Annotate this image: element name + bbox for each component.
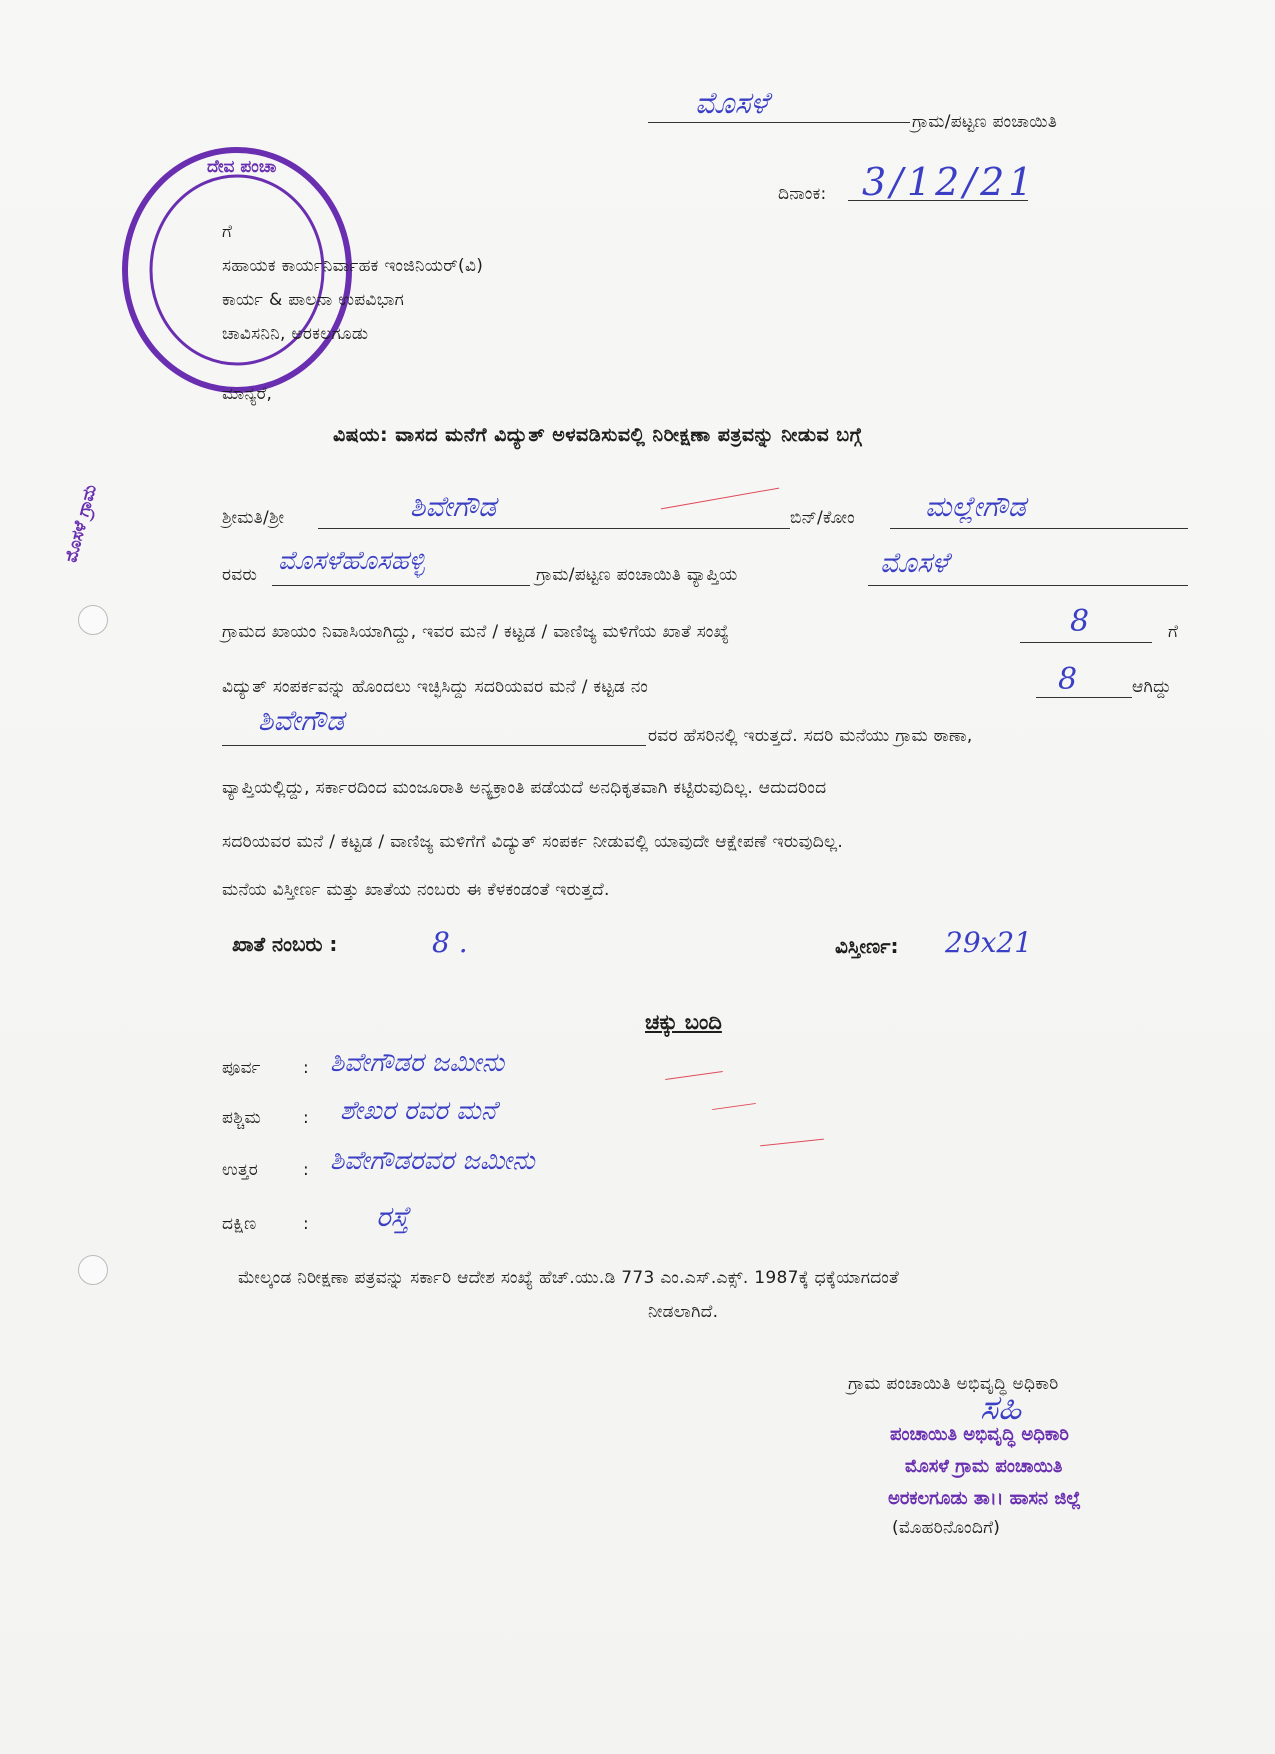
body-line7: ಸದರಿಯವರ ಮನೆ / ಕಟ್ಟಡ / ವಾಣಿಜ್ಯ ಮಳಿಗೆಗೆ ವಿದ್ಯುತ್ ಸಂಪರ್ಕ ನೀಡುವಲ್ಲಿ ಯಾವುದೇ ಆಕ್ಷೇಪಣೆ ಇರುವುದಿಲ್ಲ. [222, 832, 844, 852]
body-line4: ವಿದ್ಯುತ್ ಸಂಪರ್ಕವನ್ನು ಹೊಂದಲು ಇಚ್ಛಿಸಿದ್ದು ಸದರಿಯವರ ಮನೆ / ಕಟ್ಟಡ ನಂ [222, 677, 649, 697]
name-label: ಶ್ರೀಮತಿ/ಶ್ರೀ [222, 508, 285, 528]
panchayat-label: ಗ್ರಾಮ/ಪಟ್ಟಣ ಪಂಚಾಯಿತಿ [912, 112, 1058, 132]
footer-note-line2: ನೀಡಲಾಗಿದೆ. [648, 1302, 719, 1322]
khata-number-label: ಖಾತೆ ನಂಬರು : [232, 932, 338, 956]
boundaries-title: ಚಕ್ಕು ಬಂದಿ [645, 1010, 722, 1034]
boundary-label-south: ದಕ್ಷಿಣ [222, 1214, 257, 1234]
date-value-handwritten: 3/12/21 [862, 160, 1037, 204]
name-line [318, 528, 790, 529]
ge-label: ಗೆ [1168, 622, 1179, 642]
panchayat-name-line [648, 122, 910, 123]
date-label: ದಿನಾಂಕ: [778, 184, 827, 204]
boundary-value-north: ಶಿವೇಗೌಡರವರ ಜಮೀನು [330, 1146, 535, 1176]
boundary-colon-south: : [303, 1214, 310, 1234]
house-no-line [1036, 697, 1132, 698]
red-pen-mark [712, 1103, 756, 1110]
relation-value-handwritten: ಮಲ್ಲೇಗೌಡ [925, 490, 1026, 523]
boundary-label-west: ಪಶ್ಚಿಮ [222, 1108, 261, 1128]
boundary-label-north: ಉತ್ತರ [222, 1160, 259, 1180]
village-line [272, 585, 530, 586]
area-label: ವಿಸ್ತೀರ್ಣ: [835, 934, 899, 958]
red-pen-mark [661, 488, 779, 510]
gp-limits-label: ಗ್ರಾಮ/ಪಟ್ಟಣ ಪಂಚಾಯಿತಿ ವ್ಯಾಪ್ತಿಯ [536, 565, 738, 585]
boundary-label-east: ಪೂರ್ವ [222, 1058, 261, 1078]
seal-top-text: ದೇವ ಪಂಚಾ [207, 157, 277, 177]
addressee-line2: ಕಾರ್ಯ & ಪಾಲನಾ ಉಪವಿಭಾಗ [222, 290, 405, 310]
body-line5: ರವರ ಹೆಸರಿನಲ್ಲಿ ಇರುತ್ತದೆ. ಸದರಿ ಮನೆಯು ಗ್ರಾಮ ಠಾಣಾ, [648, 726, 973, 746]
salutation: ಮಾನ್ಯರೆ, [222, 384, 273, 404]
boundary-colon-north: : [303, 1160, 310, 1180]
gp-limits-value-handwritten: ಮೊಸಳೆ [880, 546, 949, 579]
ravaru-label: ರವರು [222, 565, 258, 585]
signature-handwritten: ಸಹಿ [980, 1388, 1022, 1428]
red-pen-mark [760, 1139, 824, 1147]
official-stamp-line1: ಪಂಚಾಯಿತಿ ಅಭಿವೃದ್ಧಿ ಅಧಿಕಾರಿ [890, 1424, 1069, 1445]
relation-line [890, 528, 1188, 529]
khata-number-value: 8 . [432, 926, 468, 959]
official-stamp-line2: ಮೊಸಳೆ ಗ್ರಾಮ ಪಂಚಾಯಿತಿ [905, 1456, 1063, 1477]
signature-title: ಗ್ರಾಮ ಪಂಚಾಯಿತಿ ಅಭಿವೃದ್ಧಿ ಅಧಿಕಾರಿ [848, 1374, 1059, 1394]
owner-value-handwritten: ಶಿವೇಗೌಡ [258, 704, 344, 737]
addressee-line3: ಚಾವಿಸನಿನಿ, ಅರಕಲಗೂಡು [222, 324, 369, 344]
house-no-value-handwritten: 8 [1058, 662, 1078, 697]
agiddu-label: ಆಗಿದ್ದು [1132, 677, 1172, 697]
boundary-value-west: ಶೇಖರ ರವರ ಮನೆ [340, 1096, 497, 1126]
gp-limits-line [868, 585, 1188, 586]
boundary-colon-east: : [303, 1058, 310, 1078]
body-line3: ಗ್ರಾಮದ ಖಾಯಂ ನಿವಾಸಿಯಾಗಿದ್ದು, ಇವರ ಮನೆ / ಕಟ್ಟಡ / ವಾಣಿಜ್ಯ ಮಳಿಗೆಯ ಖಾತೆ ಸಂಖ್ಯೆ [222, 622, 730, 642]
relation-label: ಬಿನ್/ಕೋಂ [790, 508, 855, 528]
khata-value-handwritten: 8 [1070, 604, 1090, 639]
body-line8: ಮನೆಯ ವಿಸ್ತೀರ್ಣ ಮತ್ತು ಖಾತೆಯ ನಂಬರು ಈ ಕೆಳಕಂಡಂತೆ ಇರುತ್ತದೆ. [222, 880, 610, 900]
seal-left-text: ಮೊಸಳೆ ಗ್ರಾಮ [61, 482, 101, 565]
khata-line [1020, 642, 1152, 643]
area-value-handwritten: 29x21 [945, 926, 1033, 959]
seal-note: (ಮೊಹರಿನೊಂದಿಗೆ) [892, 1518, 1001, 1538]
body-line6: ವ್ಯಾಪ್ತಿಯಲ್ಲಿದ್ದು, ಸರ್ಕಾರದಿಂದ ಮಂಜೂರಾತಿ ಅನ್ಯಕ್ರಾಂತಿ ಪಡೆಯದೆ ಅನಧಿಕೃತವಾಗಿ ಕಟ್ಟಿರುವುದಿಲ್ಲ. ಆದುದರಿಂದ [222, 778, 827, 798]
punch-hole-top [78, 605, 108, 635]
footer-note-line1: ಮೇಲ್ಕಂಡ ನಿರೀಕ್ಷಣಾ ಪತ್ರವನ್ನು ಸರ್ಕಾರಿ ಆದೇಶ ಸಂಖ್ಯೆ ಹೆಚ್.ಯು.ಡಿ 773 ಎಂ.ಎಸ್.ಎಕ್ಸ್. 1987ಕ್ಕೆ ಧಕ್ಕೆಯಾಗದಂತೆ [238, 1268, 900, 1288]
addressee-line1: ಸಹಾಯಕ ಕಾರ್ಯನಿರ್ವಾಹಕ ಇಂಜಿನಿಯರ್(ವಿ) [222, 256, 484, 276]
village-value-handwritten: ಮೊಸಳೆಹೊಸಹಳ್ಳಿ [278, 546, 425, 576]
official-stamp-line3: ಅರಕಲಗೂಡು ತಾ।। ಹಾಸನ ಜಿಲ್ಲೆ [888, 1488, 1081, 1509]
panchayat-name-handwritten: ಮೊಸಳೆ [695, 86, 769, 121]
owner-line [222, 745, 646, 746]
red-pen-mark [665, 1071, 723, 1080]
boundary-colon-west: : [303, 1108, 310, 1128]
boundary-value-east: ಶಿವೇಗೌಡರ ಜಮೀನು [330, 1048, 505, 1078]
addressee-to: ಗೆ [222, 222, 233, 242]
name-value-handwritten: ಶಿವೇಗೌಡ [410, 490, 496, 523]
subject-line: ವಿಷಯ: ವಾಸದ ಮನೆಗೆ ವಿದ್ಯುತ್ ಅಳವಡಿಸುವಲ್ಲಿ ನಿರೀಕ್ಷಣಾ ಪತ್ರವನ್ನು ನೀಡುವ ಬಗ್ಗೆ [333, 424, 863, 446]
punch-hole-bottom [78, 1255, 108, 1285]
boundary-value-south: ರಸ್ತೆ [376, 1200, 410, 1233]
